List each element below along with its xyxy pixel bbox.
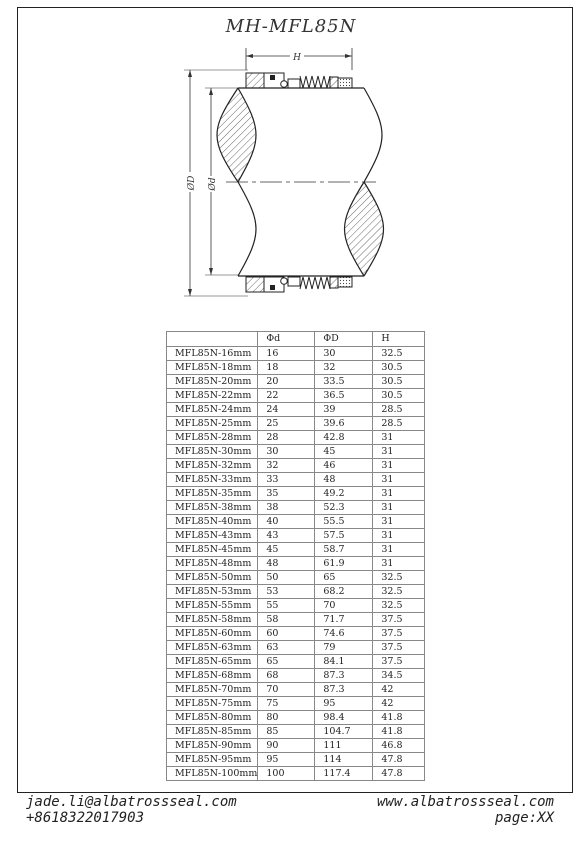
cell-model: MFL85N-48mm <box>167 557 258 571</box>
cell-outer-diameter: 117.4 <box>315 767 373 781</box>
cell-height: 31 <box>373 501 425 515</box>
cell-outer-diameter: 48 <box>315 473 373 487</box>
table-row <box>167 627 425 641</box>
cell-model: MFL85N-50mm <box>167 571 258 585</box>
cell-inner-diameter: 30 <box>258 445 315 459</box>
cell-outer-diameter: 30 <box>315 347 373 361</box>
seal-cross-section-drawing <box>0 0 582 330</box>
cell-model: MFL85N-53mm <box>167 585 258 599</box>
cell-inner-diameter: 40 <box>258 515 315 529</box>
cell-outer-diameter: 45 <box>315 445 373 459</box>
cell-model: MFL85N-75mm <box>167 697 258 711</box>
cell-inner-diameter: 45 <box>258 543 315 557</box>
table-row <box>167 683 425 697</box>
table-row <box>167 431 425 445</box>
table-row <box>167 753 425 767</box>
cell-outer-diameter: 46 <box>315 459 373 473</box>
cell-height: 31 <box>373 473 425 487</box>
cell-inner-diameter: 65 <box>258 655 315 669</box>
cell-model: MFL85N-100mm <box>167 767 258 781</box>
cell-height: 37.5 <box>373 613 425 627</box>
cell-height: 32.5 <box>373 571 425 585</box>
cell-height: 31 <box>373 515 425 529</box>
cell-inner-diameter: 50 <box>258 571 315 585</box>
cell-height: 34.5 <box>373 669 425 683</box>
cell-height: 42 <box>373 697 425 711</box>
cell-height: 31 <box>373 529 425 543</box>
cell-outer-diameter: 42.8 <box>315 431 373 445</box>
cell-outer-diameter: 74.6 <box>315 627 373 641</box>
cell-outer-diameter: 70 <box>315 599 373 613</box>
cell-outer-diameter: 98.4 <box>315 711 373 725</box>
cell-model: MFL85N-20mm <box>167 375 258 389</box>
cell-model: MFL85N-45mm <box>167 543 258 557</box>
cell-inner-diameter: 24 <box>258 403 315 417</box>
table-row <box>167 417 425 431</box>
cell-inner-diameter: 80 <box>258 711 315 725</box>
cell-inner-diameter: 55 <box>258 599 315 613</box>
table-row <box>167 641 425 655</box>
cell-height: 31 <box>373 543 425 557</box>
cell-outer-diameter: 95 <box>315 697 373 711</box>
cell-model: MFL85N-65mm <box>167 655 258 669</box>
cell-outer-diameter: 49.2 <box>315 487 373 501</box>
cell-inner-diameter: 60 <box>258 627 315 641</box>
cell-height: 30.5 <box>373 375 425 389</box>
cell-height: 32.5 <box>373 599 425 613</box>
cell-model: MFL85N-22mm <box>167 389 258 403</box>
cell-model: MFL85N-38mm <box>167 501 258 515</box>
cell-model: MFL85N-85mm <box>167 725 258 739</box>
cell-outer-diameter: 68.2 <box>315 585 373 599</box>
table-row <box>167 515 425 529</box>
table-row <box>167 543 425 557</box>
cell-outer-diameter: 52.3 <box>315 501 373 515</box>
cell-inner-diameter: 20 <box>258 375 315 389</box>
cell-height: 30.5 <box>373 361 425 375</box>
cell-inner-diameter: 90 <box>258 739 315 753</box>
cell-model: MFL85N-63mm <box>167 641 258 655</box>
footer-page-number: page:XX <box>494 810 554 826</box>
cell-inner-diameter: 75 <box>258 697 315 711</box>
cell-height: 32.5 <box>373 585 425 599</box>
cell-model: MFL85N-16mm <box>167 347 258 361</box>
cell-height: 46.8 <box>373 739 425 753</box>
cell-inner-diameter: 25 <box>258 417 315 431</box>
cell-model: MFL85N-30mm <box>167 445 258 459</box>
cell-outer-diameter: 84.1 <box>315 655 373 669</box>
cell-inner-diameter: 70 <box>258 683 315 697</box>
cell-outer-diameter: 33.5 <box>315 375 373 389</box>
cell-model: MFL85N-33mm <box>167 473 258 487</box>
cell-model: MFL85N-68mm <box>167 669 258 683</box>
cell-inner-diameter: 43 <box>258 529 315 543</box>
table-row <box>167 585 425 599</box>
cell-inner-diameter: 63 <box>258 641 315 655</box>
table-row <box>167 347 425 361</box>
cell-inner-diameter: 35 <box>258 487 315 501</box>
table-row <box>167 697 425 711</box>
cell-model: MFL85N-95mm <box>167 753 258 767</box>
label-inner-diameter: Ød <box>208 177 218 191</box>
table-row <box>167 459 425 473</box>
table-row <box>167 501 425 515</box>
size-table <box>166 331 425 781</box>
cell-outer-diameter: 57.5 <box>315 529 373 543</box>
table-row <box>167 389 425 403</box>
cell-inner-diameter: 100 <box>258 767 315 781</box>
cell-outer-diameter: 39 <box>315 403 373 417</box>
cell-model: MFL85N-35mm <box>167 487 258 501</box>
footer-website[interactable]: www.albatrossseal.com <box>376 794 554 810</box>
cell-model: MFL85N-80mm <box>167 711 258 725</box>
cell-inner-diameter: 33 <box>258 473 315 487</box>
table-row <box>167 725 425 739</box>
cell-model: MFL85N-43mm <box>167 529 258 543</box>
table-row <box>167 711 425 725</box>
cell-inner-diameter: 18 <box>258 361 315 375</box>
cell-model: MFL85N-25mm <box>167 417 258 431</box>
cell-outer-diameter: 71.7 <box>315 613 373 627</box>
cell-outer-diameter: 61.9 <box>315 557 373 571</box>
cell-height: 41.8 <box>373 725 425 739</box>
cell-outer-diameter: 36.5 <box>315 389 373 403</box>
table-row <box>167 599 425 613</box>
table-header-row <box>167 332 425 347</box>
table-row <box>167 445 425 459</box>
seal-bottom-assembly <box>246 277 352 292</box>
cell-outer-diameter: 104.7 <box>315 725 373 739</box>
cell-model: MFL85N-28mm <box>167 431 258 445</box>
cell-outer-diameter: 55.5 <box>315 515 373 529</box>
cell-height: 28.5 <box>373 403 425 417</box>
cell-inner-diameter: 48 <box>258 557 315 571</box>
table-row <box>167 767 425 781</box>
cell-height: 30.5 <box>373 389 425 403</box>
shaft-body <box>217 88 384 276</box>
table-row <box>167 403 425 417</box>
header-inner-diameter: Φd <box>258 332 315 347</box>
cell-outer-diameter: 58.7 <box>315 543 373 557</box>
cell-inner-diameter: 68 <box>258 669 315 683</box>
cell-outer-diameter: 39.6 <box>315 417 373 431</box>
header-model <box>167 332 258 347</box>
table-row <box>167 361 425 375</box>
cell-height: 31 <box>373 431 425 445</box>
cell-height: 31 <box>373 487 425 501</box>
header-height: H <box>373 332 425 347</box>
table-row <box>167 655 425 669</box>
cell-outer-diameter: 87.3 <box>315 669 373 683</box>
label-outer-diameter: ØD <box>187 175 197 191</box>
cell-height: 31 <box>373 557 425 571</box>
cell-outer-diameter: 111 <box>315 739 373 753</box>
cell-model: MFL85N-40mm <box>167 515 258 529</box>
table-row <box>167 613 425 627</box>
cell-inner-diameter: 16 <box>258 347 315 361</box>
table-row <box>167 487 425 501</box>
table-row <box>167 473 425 487</box>
cell-model: MFL85N-18mm <box>167 361 258 375</box>
cell-model: MFL85N-58mm <box>167 613 258 627</box>
cell-outer-diameter: 79 <box>315 641 373 655</box>
cell-outer-diameter: 65 <box>315 571 373 585</box>
cell-height: 28.5 <box>373 417 425 431</box>
table-row <box>167 529 425 543</box>
cell-model: MFL85N-90mm <box>167 739 258 753</box>
table-row <box>167 375 425 389</box>
footer-email[interactable]: jade.li@albatrossseal.com <box>26 794 237 810</box>
cell-model: MFL85N-70mm <box>167 683 258 697</box>
label-h: H <box>293 53 301 63</box>
cell-height: 31 <box>373 459 425 473</box>
cell-model: MFL85N-55mm <box>167 599 258 613</box>
cell-height: 32.5 <box>373 347 425 361</box>
cell-inner-diameter: 22 <box>258 389 315 403</box>
cell-inner-diameter: 28 <box>258 431 315 445</box>
cell-inner-diameter: 58 <box>258 613 315 627</box>
table-row <box>167 739 425 753</box>
cell-height: 37.5 <box>373 627 425 641</box>
cell-height: 41.8 <box>373 711 425 725</box>
header-outer-diameter: ΦD <box>315 332 373 347</box>
cell-height: 31 <box>373 445 425 459</box>
cell-inner-diameter: 38 <box>258 501 315 515</box>
cell-height: 37.5 <box>373 655 425 669</box>
cell-height: 47.8 <box>373 753 425 767</box>
cell-outer-diameter: 87.3 <box>315 683 373 697</box>
cell-height: 37.5 <box>373 641 425 655</box>
cell-inner-diameter: 32 <box>258 459 315 473</box>
cell-inner-diameter: 85 <box>258 725 315 739</box>
cell-inner-diameter: 53 <box>258 585 315 599</box>
seal-top-assembly <box>246 73 352 88</box>
footer-phone: +8618322017903 <box>26 810 145 826</box>
cell-height: 47.8 <box>373 767 425 781</box>
cell-outer-diameter: 32 <box>315 361 373 375</box>
table-row <box>167 571 425 585</box>
cell-model: MFL85N-24mm <box>167 403 258 417</box>
cell-model: MFL85N-60mm <box>167 627 258 641</box>
table-row <box>167 669 425 683</box>
cell-height: 42 <box>373 683 425 697</box>
cell-outer-diameter: 114 <box>315 753 373 767</box>
page-title: MH-MFL85N <box>225 16 357 37</box>
table-row <box>167 557 425 571</box>
dimension-h <box>246 48 352 70</box>
cell-inner-diameter: 95 <box>258 753 315 767</box>
cell-model: MFL85N-32mm <box>167 459 258 473</box>
